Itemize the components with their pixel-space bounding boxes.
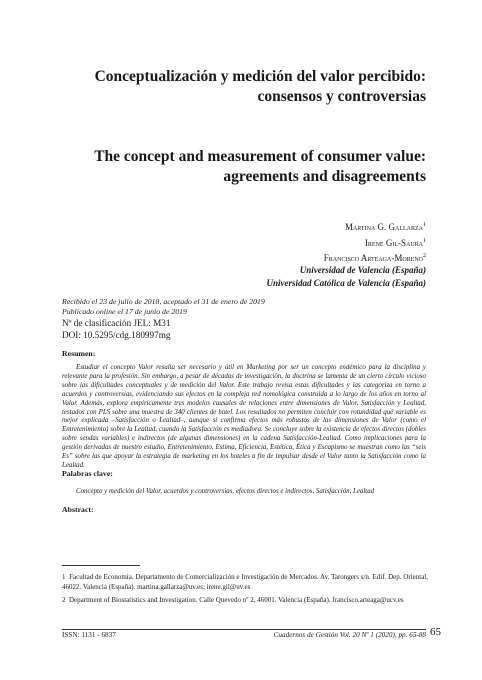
keywords-heading: Palabras clave: — [62, 469, 113, 478]
keywords-body: Concepto y medición del Valor, acuerdos y controversias, efectos directos e indirectos, Satisfacción, Lealtad — [76, 488, 375, 495]
footnote — [62, 596, 428, 606]
resumen-heading: Resumen: — [62, 349, 96, 358]
footnote-text: Facultad de Economía. Departamento de Comercialización e Investigación de Mercados. Av. Tarongers s/n. Edif. Dep. Oriental, 46022. Valencia (España). martina.gallarza@uv.es; irene.gil@uv.es — [62, 573, 429, 591]
affiliation: Universidad Católica de Valencia (España) — [266, 278, 426, 288]
title-spanish — [66, 67, 426, 107]
title-english-line-2: agreements and disagreements — [223, 168, 426, 185]
article-identifiers — [62, 318, 170, 341]
title-english-line-1: The concept and measurement of consumer value: — [94, 148, 426, 165]
author-list — [324, 219, 426, 266]
author-name: Francisco Arteaga-Moreno — [323, 253, 423, 263]
author-name: Martina G. Gallarza — [344, 222, 423, 232]
title-english — [66, 147, 426, 187]
footer-issn: ISSN: 1131 - 6837 — [62, 631, 116, 639]
footnote-number: 1 — [62, 573, 66, 581]
author-affiliation-mark: 1 — [423, 222, 426, 228]
footnote-divider — [62, 565, 140, 566]
affiliations — [267, 264, 427, 290]
author-affiliation-mark: 1 — [423, 237, 426, 244]
author — [324, 219, 426, 235]
received-date: Recibido el 23 de julio de 2018, aceptado el 31 de enero de 2019 — [62, 297, 265, 306]
footer-journal: Cuadernos de Gestión Vol. 20 Nº 1 (2020), pp. 65-88 — [273, 631, 426, 639]
author-name: Irene Gil-Saura — [364, 237, 423, 248]
footnote-number: 2 — [62, 596, 66, 604]
author-affiliation-mark: 2 — [423, 253, 426, 259]
author — [324, 235, 426, 251]
abstract-heading: Abstract: — [62, 505, 94, 514]
resumen-body: Estudiar el concepto Valor resulta ser necesario y útil en Marketing por ser un concepto endémico para la disciplina y relevante para la profesión. Sin embargo, a pesar de décadas de investigación, la doctrina se lamenta de un cierto círculo vicioso sobre las dificultades conceptuales y de medición del Valor. Este trabajo revisa estas dificultades y las categoriza en torno a acuerdos y controversias, evidenciando sus efectos en la compleja red nomológica construida a lo largo de los años en torno al Valor. Además, explora empíricamente tres modelos causales de relaciones entre dimensiones de Valor, Satisfacción y Lealtad, testados con PLS sobre una muestra de 340 clientes de hotel. Los resultados no permiten concluir con rotundidad qué variable es mejor explicada –Satisfacción o Lealtad–, aunque sí confirma efectos más robustos de las dimensiones de Valor (como el Entretenimiento) sobre la Lealtad, cuando la Satisfacción es mediadora. Se concluye sobre la existencia de efectos directos (dobles sobre sendas variables) e indirectos (de algunas dimensiones) en la cadena Satisfacción-Lealtad. Como implicaciones para la gestión derivadas de nuestro estudio, Entretenimiento, Estima, Eficiencia, Estética, Ética y Escapismo se muestran como las “seis Es” sobre las que apoyar la estrategia de marketing en los hoteles a fin de impulsar desde el Valor tanto la Satisfacción como la Lealtad. — [62, 364, 426, 469]
footnote — [62, 573, 428, 593]
footer-divider — [62, 629, 426, 630]
page-number: 65 — [430, 626, 441, 638]
title-spanish-line-2: consensos y controversias — [257, 88, 426, 105]
publication-dates — [62, 297, 265, 317]
affiliation: Universidad de Valencia (España) — [299, 265, 426, 275]
title-spanish-line-1: Conceptualización y medición del valor percibido: — [94, 68, 426, 85]
jel-classification: Nº de clasificación JEL: M31 — [62, 318, 171, 328]
published-date: Publicado online el 17 de junio de 2019 — [62, 307, 187, 316]
footnote-text: Department of Biostatistics and Investigation. Calle Quevedo nº 2, 46001. Valencia (España). francisco.arteaga@ucv.es — [69, 596, 404, 604]
doi-link[interactable]: DOI: 10.5295/cdg.180997mg — [62, 329, 171, 340]
